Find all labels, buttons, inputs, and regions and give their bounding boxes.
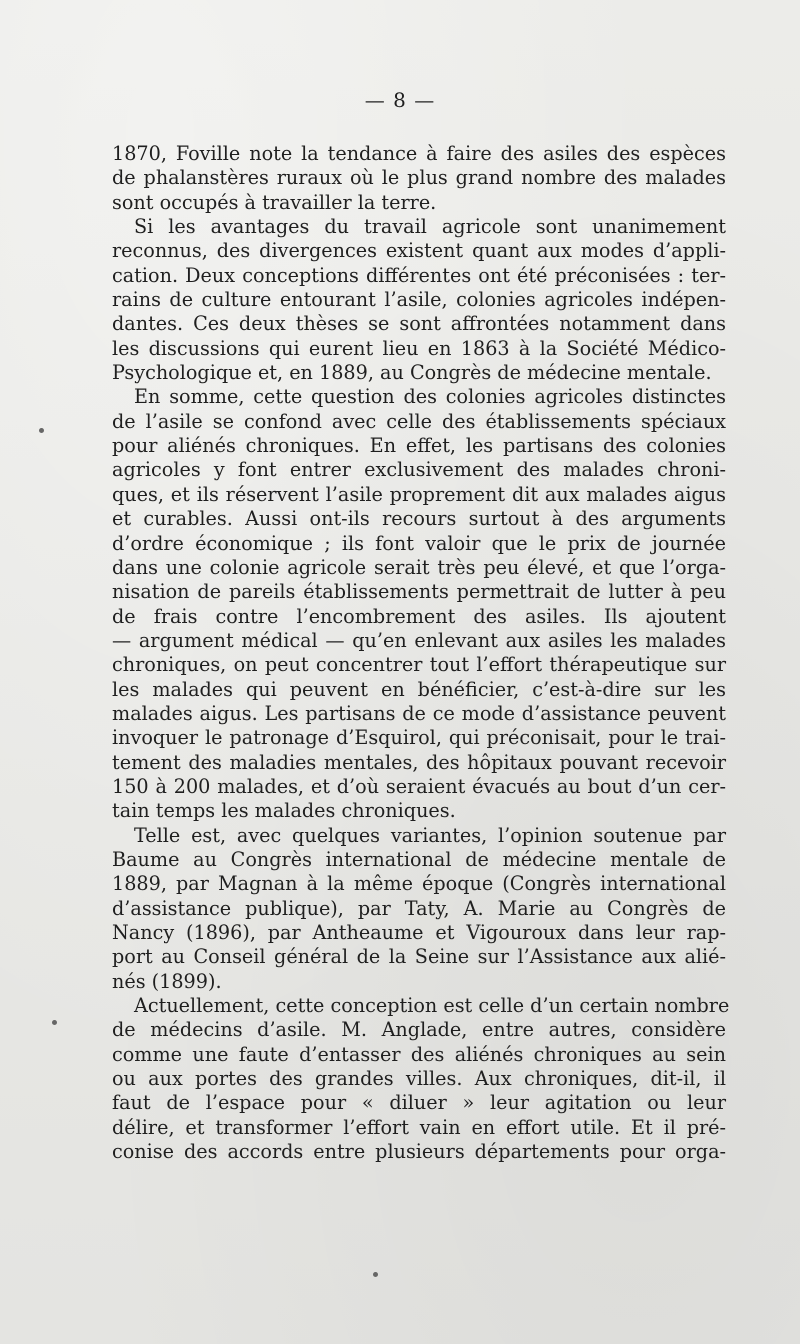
text-line: les discussions qui eurent lieu en 1863 à la Société Médico- (112, 336, 726, 360)
text-line: de médecins d’asile. M. Anglade, entre autres, considère (112, 1018, 726, 1042)
text-line: invoquer le patronage d’Esquirol, qui préconisait, pour le trai- (112, 726, 726, 750)
paper-speck (52, 1020, 57, 1025)
text-line: comme une faute d’entasser des aliénés chroniques au sein (112, 1042, 726, 1066)
text-line: 1870, Foville note la tendance à faire des asiles des espèces (112, 142, 726, 165)
text-line: nisation de pareils établissements permettrait de lutter à peu (112, 580, 726, 604)
text-line: les malades qui peuvent en bénéficier, c’est-à-dire sur les (112, 677, 726, 701)
text-line: agricoles y font entrer exclusivement des malades chroni- (112, 458, 726, 482)
text-line: Actuellement, cette conception est celle d’un certain nombre (134, 994, 730, 1018)
text-line: faut de l’espace pour « diluer » leur agitation ou leur (112, 1091, 726, 1115)
text-line: tain temps les malades chroniques. (112, 799, 456, 823)
text-line: ques, et ils réservent l’asile proprement dit aux malades aigus (112, 482, 726, 506)
text-line: Si les avantages du travail agricole sont unanimement (134, 215, 726, 239)
text-line: pour aliénés chroniques. En effet, les partisans des colonies (112, 434, 726, 458)
text-line: cation. Deux conceptions différentes ont été préconisées : ter- (112, 263, 726, 287)
text-line: nés (1899). (112, 969, 222, 993)
text-line: Nancy (1896), par Antheaume et Vigouroux dans leur rap- (112, 921, 726, 944)
text-line: délire, et transformer l’effort vain en effort utile. Et il pré- (112, 1115, 726, 1139)
page-number: — 8 — (364, 88, 436, 112)
text-line: dantes. Ces deux thèses se sont affrontées notamment dans (112, 312, 726, 336)
text-line: 150 à 200 malades, et d’où seraient évacués au bout d’un cer- (112, 774, 726, 798)
text-line: ou aux portes des grandes villes. Aux chroniques, dit-il, il (112, 1067, 726, 1091)
text-line: de frais contre l’encombrement des asiles. Ils ajoutent (112, 604, 726, 628)
text-line: de l’asile se confond avec celle des établissements spéciaux (112, 409, 726, 433)
text-line: sont occupés à travailler la terre. (112, 190, 437, 214)
text-line: 1889, par Magnan à la même époque (Congrès international (112, 872, 726, 896)
text-line: Psychologique et, en 1889, au Congrès de médecine mentale. (112, 361, 712, 385)
text-line: port au Conseil général de la Seine sur l’Assistance aux alié- (112, 945, 726, 969)
text-line: En somme, cette question des colonies agricoles distinctes (134, 385, 726, 409)
text-line: tement des maladies mentales, des hôpitaux pouvant recevoir (112, 750, 726, 774)
text-line: Baume au Congrès international de médecine mentale de (112, 847, 726, 871)
text-line: d’assistance publique), par Taty, A. Marie au Congrès de (112, 896, 726, 920)
text-line: rains de culture entourant l’asile, colonies agricoles indépen- (112, 288, 726, 312)
paper-speck (39, 428, 44, 433)
text-line: chroniques, on peut concentrer tout l’effort thérapeutique sur (112, 653, 726, 677)
text-line: dans une colonie agricole serait très peu élevé, et que l’orga- (112, 555, 726, 579)
text-line: Telle est, avec quelques variantes, l’opinion soutenue par (134, 823, 726, 847)
text-line: de phalanstères ruraux où le plus grand nombre des malades (112, 166, 726, 190)
text-line: reconnus, des divergences existent quant aux modes d’appli- (112, 239, 726, 263)
text-line: d’ordre économique ; ils font valoir que le prix de journée (112, 531, 726, 555)
paper-speck (373, 1272, 378, 1277)
text-line: et curables. Aussi ont-ils recours surtout à des arguments (112, 507, 726, 531)
body-text (112, 142, 730, 1164)
text-line: conise des accords entre plusieurs départements pour orga- (112, 1140, 726, 1164)
text-line: — argument médical — qu’en enlevant aux asiles les malades (112, 628, 726, 652)
text-line: malades aigus. Les partisans de ce mode d’assistance peuvent (112, 701, 726, 725)
